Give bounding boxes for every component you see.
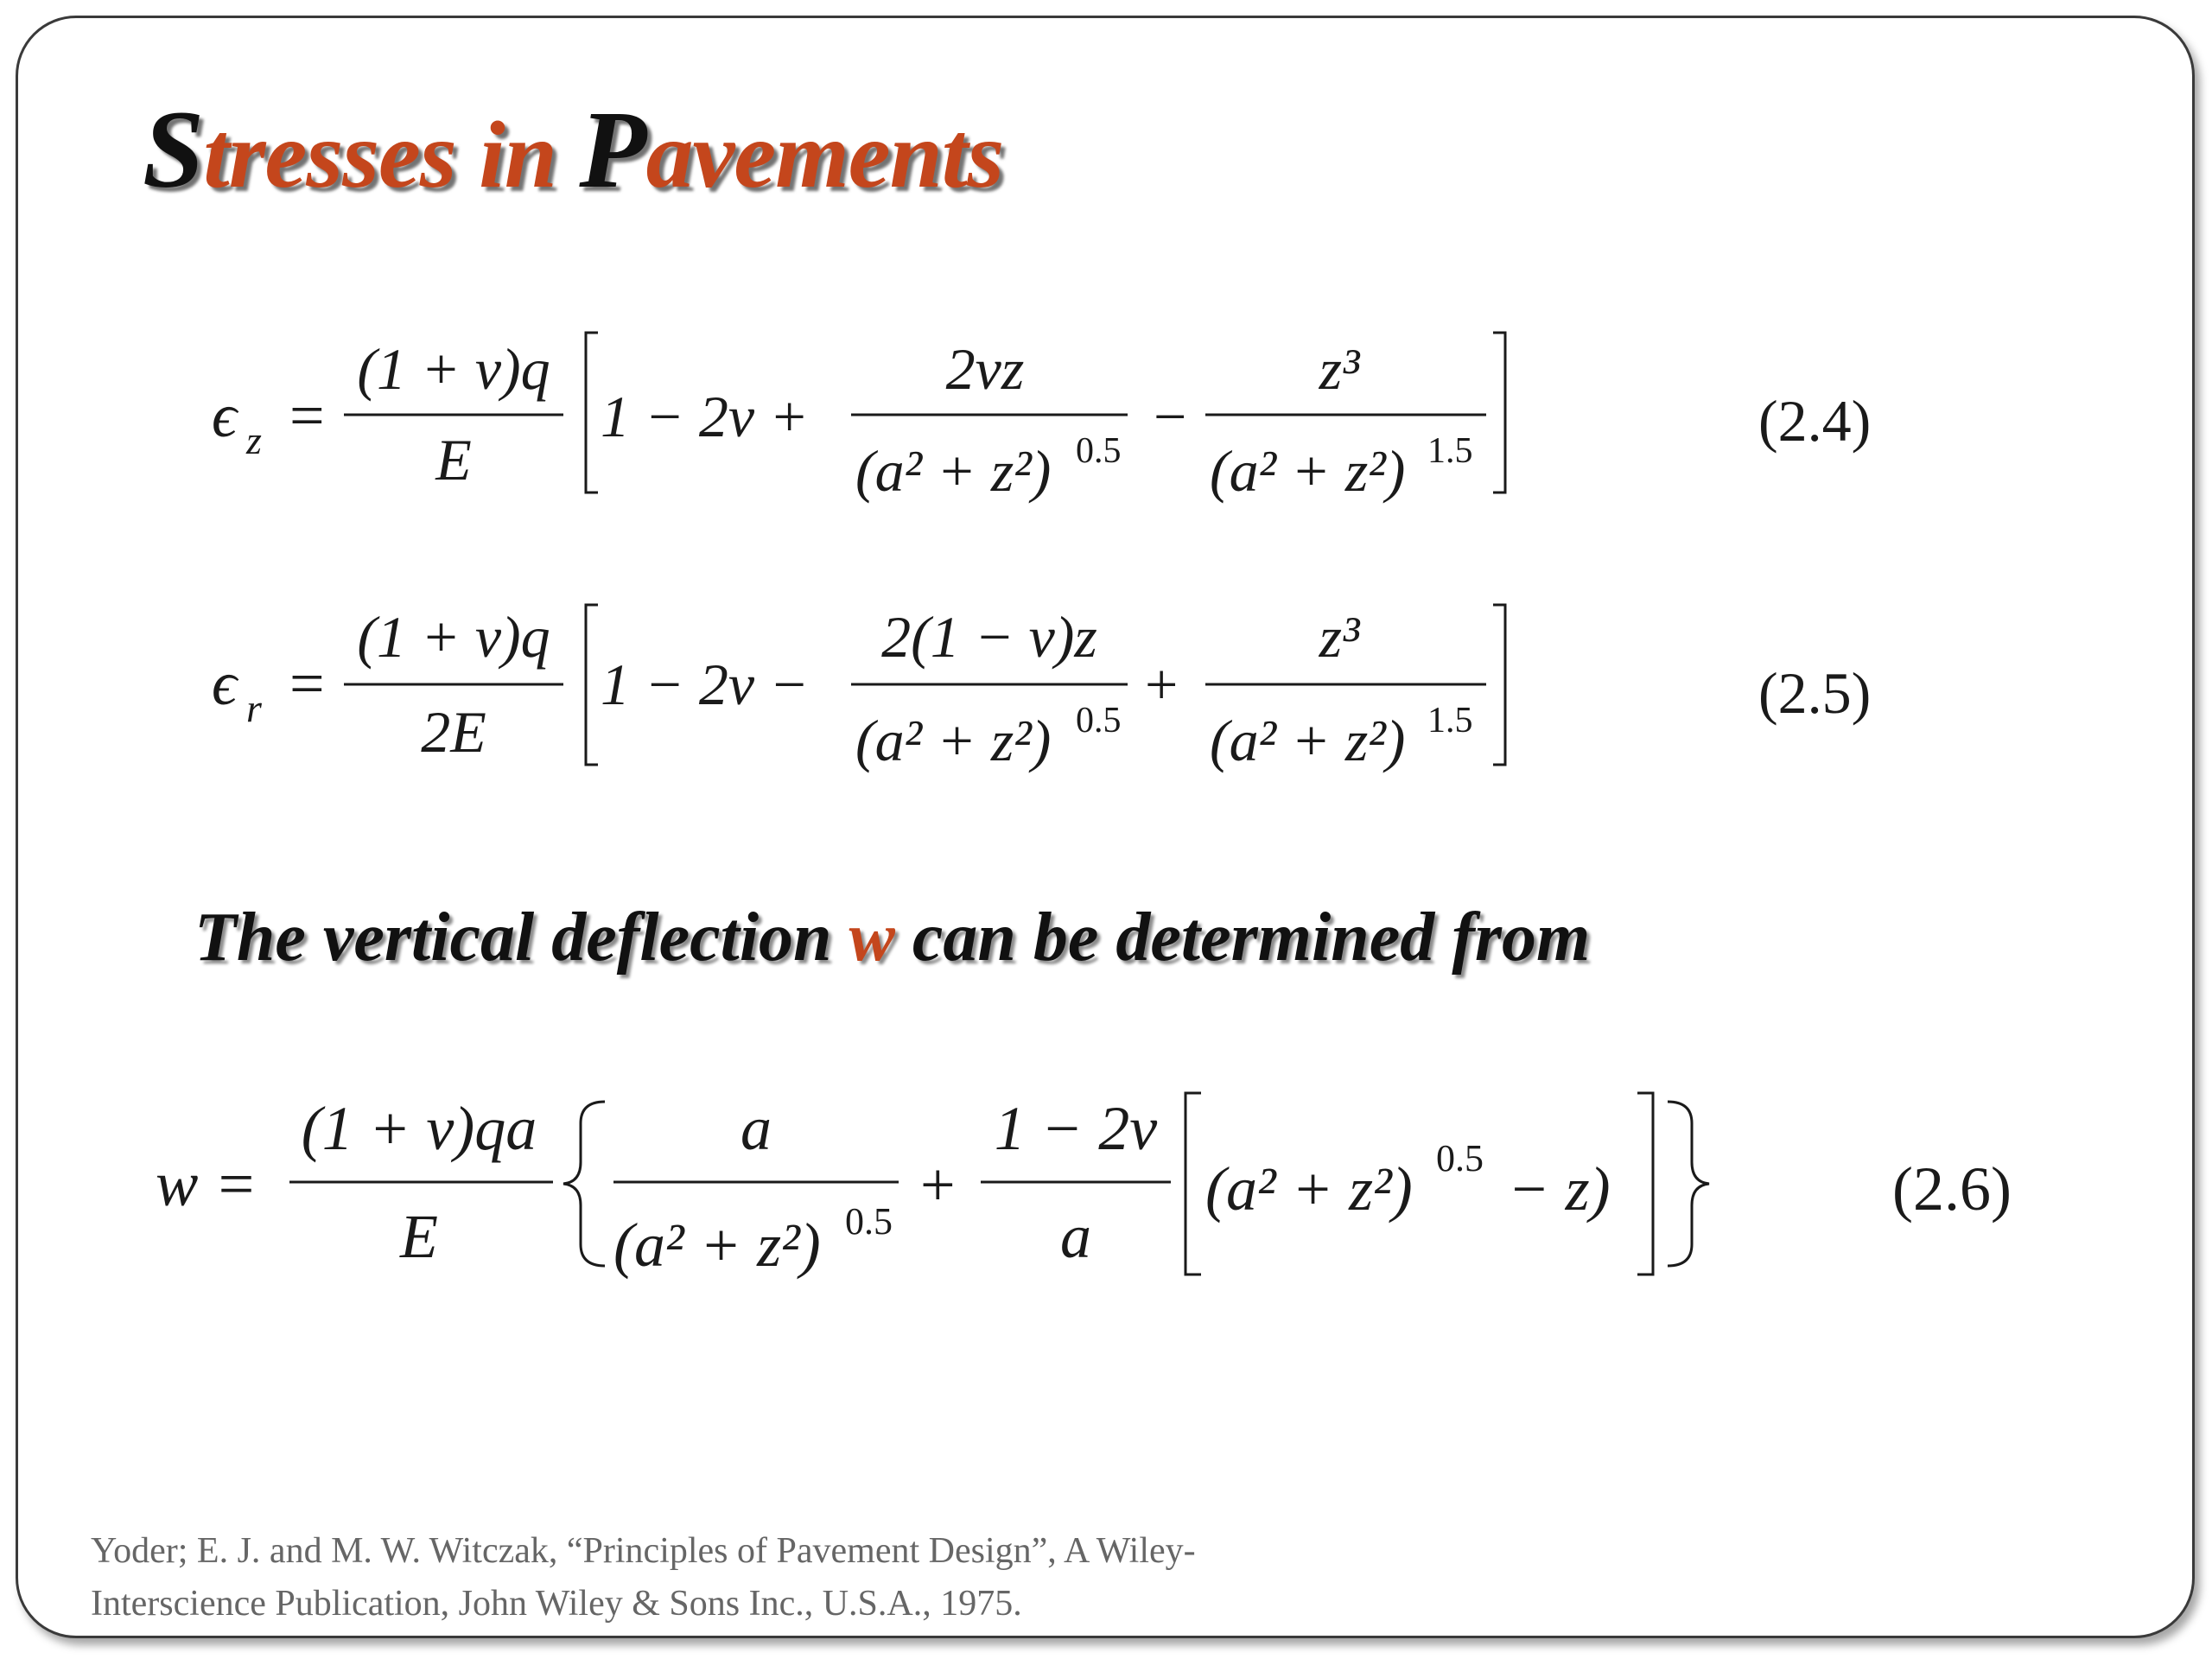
eq26-frac1-exp: 0.5 (845, 1200, 893, 1243)
eq26-number: (2.6) (1892, 1154, 2012, 1224)
equation-2-5 (212, 604, 1871, 773)
eq25-left-bracket (586, 605, 598, 765)
eq25-lhs-sub: r (246, 686, 262, 730)
eq25-number: (2.5) (1758, 660, 1872, 726)
eq25-frac2-exp: 1.5 (1427, 701, 1473, 741)
equation-2-6 (156, 1093, 2012, 1280)
eq25-frac2-num: z³ (1319, 604, 1360, 670)
title-cap-s: S (143, 88, 204, 211)
eq25-lhs: ϵ (212, 649, 238, 718)
eq25-equals: = (289, 649, 325, 718)
eq24-term1: 1 − 2v + (601, 384, 809, 449)
eq26-right-bracket (1637, 1093, 1653, 1274)
eq26-inner-exp: 0.5 (1436, 1137, 1484, 1179)
eq24-coef-num: (1 + v)q (357, 336, 550, 402)
eq26-lhs: w = (156, 1149, 257, 1220)
eq26-coef-den: E (400, 1202, 438, 1271)
eq26-op: + (920, 1150, 956, 1219)
eq25-coef-den: 2E (421, 699, 486, 765)
title-part-2: avements (645, 102, 1004, 207)
sentence-highlight-w: w (849, 899, 895, 976)
eq26-inner-right: − z) (1508, 1154, 1611, 1224)
eq25-term1: 1 − 2v − (601, 652, 809, 717)
eq24-frac1-den: (a² + z²) (855, 438, 1052, 504)
reference-citation (91, 1525, 1344, 1630)
eq25-op2: + (1145, 652, 1179, 717)
eq26-inner-left: (a² + z²) (1205, 1154, 1413, 1224)
eq24-frac1-num: 2vz (945, 336, 1025, 402)
sentence-part-2: can be determined from (894, 899, 1591, 976)
eq26-left-brace (563, 1102, 605, 1266)
eq26-frac2-den: a (1060, 1202, 1091, 1271)
equation-2-4 (212, 333, 1871, 504)
eq24-frac2-num: z³ (1319, 336, 1360, 402)
eq24-lhs: ϵ (212, 381, 238, 450)
eq24-number: (2.4) (1758, 388, 1872, 454)
eq25-frac1-den: (a² + z²) (855, 708, 1052, 773)
title-cap-p: P (579, 88, 646, 211)
eq24-frac1-exp: 0.5 (1076, 431, 1122, 471)
eq24-op2: − (1154, 384, 1187, 449)
eq24-frac2-exp: 1.5 (1427, 431, 1473, 471)
eq26-right-brace (1668, 1102, 1709, 1266)
title-part-1: tresses in (203, 102, 580, 207)
eq25-right-bracket (1493, 605, 1505, 765)
eq26-frac2-num: 1 − 2v (994, 1094, 1158, 1163)
eq26-coef-num: (1 + v)qa (301, 1094, 537, 1163)
eq24-frac2-den: (a² + z²) (1210, 438, 1406, 504)
eq24-right-bracket (1493, 333, 1505, 493)
eq26-frac1-den: (a² + z²) (613, 1211, 821, 1280)
eq26-frac1-num: a (741, 1094, 772, 1163)
eq24-coef-den: E (435, 427, 472, 493)
eq26-left-bracket (1185, 1093, 1201, 1274)
sentence-part-1: The vertical deflection (194, 899, 849, 976)
eq24-equals: = (289, 381, 325, 450)
deflection-sentence (194, 899, 1590, 977)
eq24-lhs-sub: z (246, 418, 262, 462)
eq24-left-bracket (586, 333, 598, 493)
eq25-coef-num: (1 + v)q (357, 604, 550, 670)
eq25-frac1-num: 2(1 − v)z (881, 604, 1097, 670)
eq25-frac2-den: (a² + z²) (1210, 708, 1406, 773)
reference-line-1: Yoder; E. J. and M. W. Witczak, “Principles of Pavement Design”, A Wiley- (91, 1531, 1196, 1571)
eq25-frac1-exp: 0.5 (1076, 701, 1122, 741)
reference-line-2: Interscience Publication, John Wiley & Sons Inc., U.S.A., 1975. (91, 1584, 1022, 1624)
